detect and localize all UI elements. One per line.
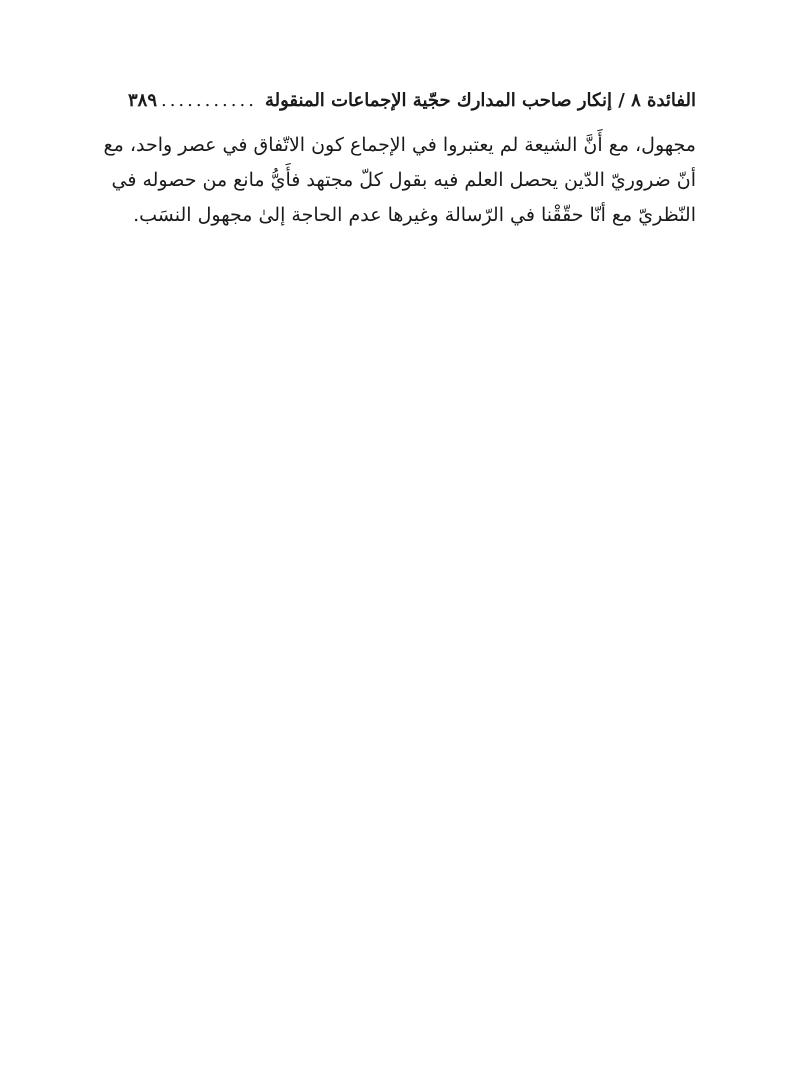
page-number: ٣٨٩ <box>128 89 158 111</box>
running-header <box>128 84 696 116</box>
body-line-3: النّظريّ مع أنّا حقّقْنا في الرّسالة وغيرها عدم الحاجة إلىٰ مجهول النسَب. <box>133 204 696 226</box>
body-paragraph <box>103 128 696 233</box>
body-line-1: مجهول، مع أَنَّ الشيعة لم يعتبروا في الإجماع كون الاتّفاق في عصر واحد، مع <box>103 134 696 156</box>
body-line-2: أنّ ضروريّ الدّين يحصل العلم فيه بقول كلّ مجتهد فأَيُّ مانع من حصوله في <box>111 169 696 191</box>
header-leader-dots: ........... <box>160 89 257 111</box>
header-title: الفائدة ٨ / إنكار صاحب المدارك حجّية الإجماعات المنقولة <box>264 89 696 111</box>
